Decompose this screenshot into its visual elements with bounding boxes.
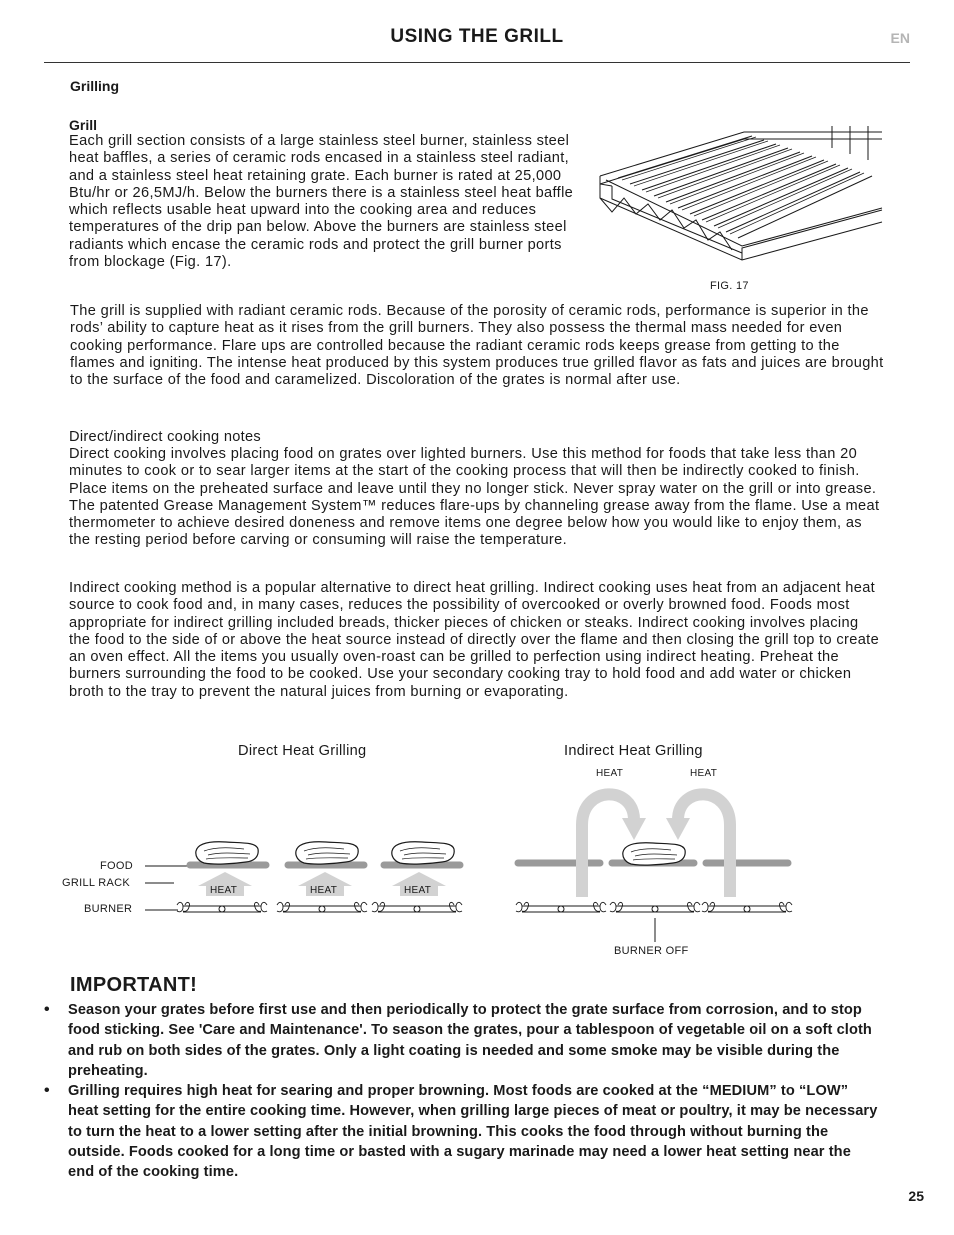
section-heading: Grilling — [70, 78, 119, 94]
important-bullet-1: • Season your grates before first use and then periodically to protect the grate surface from corrosion, and to stop food sticking. See 'Care and Maintenance'. To season the grates, pour a tablespoon of vegetable oil on a soft cloth and rub on both sides of the grates. Only a light coating is needed and some smoke may be visible during the preheating. — [68, 1000, 880, 1081]
burner-label: BURNER — [84, 903, 133, 915]
important-bullet-2: • Grilling requires high heat for searing and proper browning. Most foods are cooked at the “MEDIUM” to “LOW” heat setting for the entire cooking time. However, when grilling large pieces of meat or poultry, it may be necessary to turn the heat to a lower setting after the initial browning. This cooks the food through without burning the outside. Foods cooked for a long time or basted with a sugary marinade may need a lower heat setting near the end of the cooking time. — [68, 1081, 880, 1182]
heat-label-3: HEAT — [404, 885, 432, 896]
direct-indirect-heading: Direct/indirect cooking notes — [69, 429, 262, 445]
heat-grilling-diagram — [0, 760, 954, 960]
page-title: USING THE GRILL — [390, 26, 564, 47]
header-rule — [44, 62, 910, 63]
heat-label-4: HEAT — [596, 768, 624, 779]
food-label: FOOD — [100, 860, 133, 872]
grill-paragraph: Each grill section consists of a large stainless steel burner, stainless steel heat baffles, a series of ceramic rods encased in a stainless steel radiant, and a stainless steel heat retaining grate. Each burner is rated at 25,000 Btu/hr or 26,5MJ/h. Below the burners there is a stainless steel heat baffle which reflects usable heat upward into the cooking area and reduces temperatures of the drip pan below. Above the burners are stainless steel radiants which encase the ceramic rods and protect the grill burner ports from blockage (Fig. 17). — [69, 133, 574, 271]
ceramic-paragraph: The grill is supplied with radiant ceramic rods. Because of the porosity of ceramic rods, performance is superior in the rods’ ability to capture heat as it rises from the grill burners. They also possess the thermal mass needed for even cooking performance. Flare ups are controlled because the radiant ceramic rods keeps grease from getting to the flames and igniting. The intense heat produced by this system produces true grilled flavor as fats and juices are brought to the surface of the food and caramelized. Discoloration of the grates is normal after use. — [70, 303, 884, 389]
heat-label-2: HEAT — [310, 885, 338, 896]
page-number: 25 — [908, 1188, 924, 1204]
direct-heat-title: Direct Heat Grilling — [238, 743, 367, 759]
important-list — [68, 1000, 880, 1183]
direct-paragraph: Direct cooking involves placing food on grates over lighted burners. Use this method for foods that take less than 20 minutes to cook or to sear larger items at the start of the cooking process that will then be indirectly cooked to finish. Place items on the preheated surface and leave until they no longer stick. Never spray water on the grill or into grease. The patented Grease Management System™ reduces flare-ups by channeling grease away from the flame. Use a meat thermometer to achieve desired doneness and remove items one degree below how you would like to enjoy them, as the resting period before carving or consuming will raise the temperature. — [69, 446, 880, 549]
indirect-heat-title: Indirect Heat Grilling — [564, 743, 703, 759]
heat-label-1: HEAT — [210, 885, 238, 896]
language-badge: EN — [890, 30, 910, 46]
grill-heading: Grill — [69, 117, 98, 133]
grill-grate-figure — [592, 124, 886, 264]
burner-off-label: BURNER OFF — [614, 945, 689, 957]
heat-label-5: HEAT — [690, 768, 718, 779]
figure-caption: FIG. 17 — [710, 280, 749, 292]
important-title: IMPORTANT! — [70, 974, 198, 996]
indirect-paragraph: Indirect cooking method is a popular alternative to direct heat grilling. Indirect cooking uses heat from an adjacent heat source to cook food and, in many cases, reduces the possibility of overcooked or overly browned food. Foods most appropriate for indirect grilling included breads, thicker pieces of chicken or steaks. Indirect cooking involves placing the food to the side of or above the heat source instead of directly over the flame and then closing the grill top to create an oven effect. All the items you usually oven-roast can be grilled to perfection using indirect heating. Preheat the burners surrounding the food to be cooked. Use your secondary cooking tray to hold food and add water or chicken broth to the tray to prevent the natural juices from burning or evaporating. — [69, 580, 880, 700]
grill-rack-label: GRILL RACK — [62, 877, 131, 889]
